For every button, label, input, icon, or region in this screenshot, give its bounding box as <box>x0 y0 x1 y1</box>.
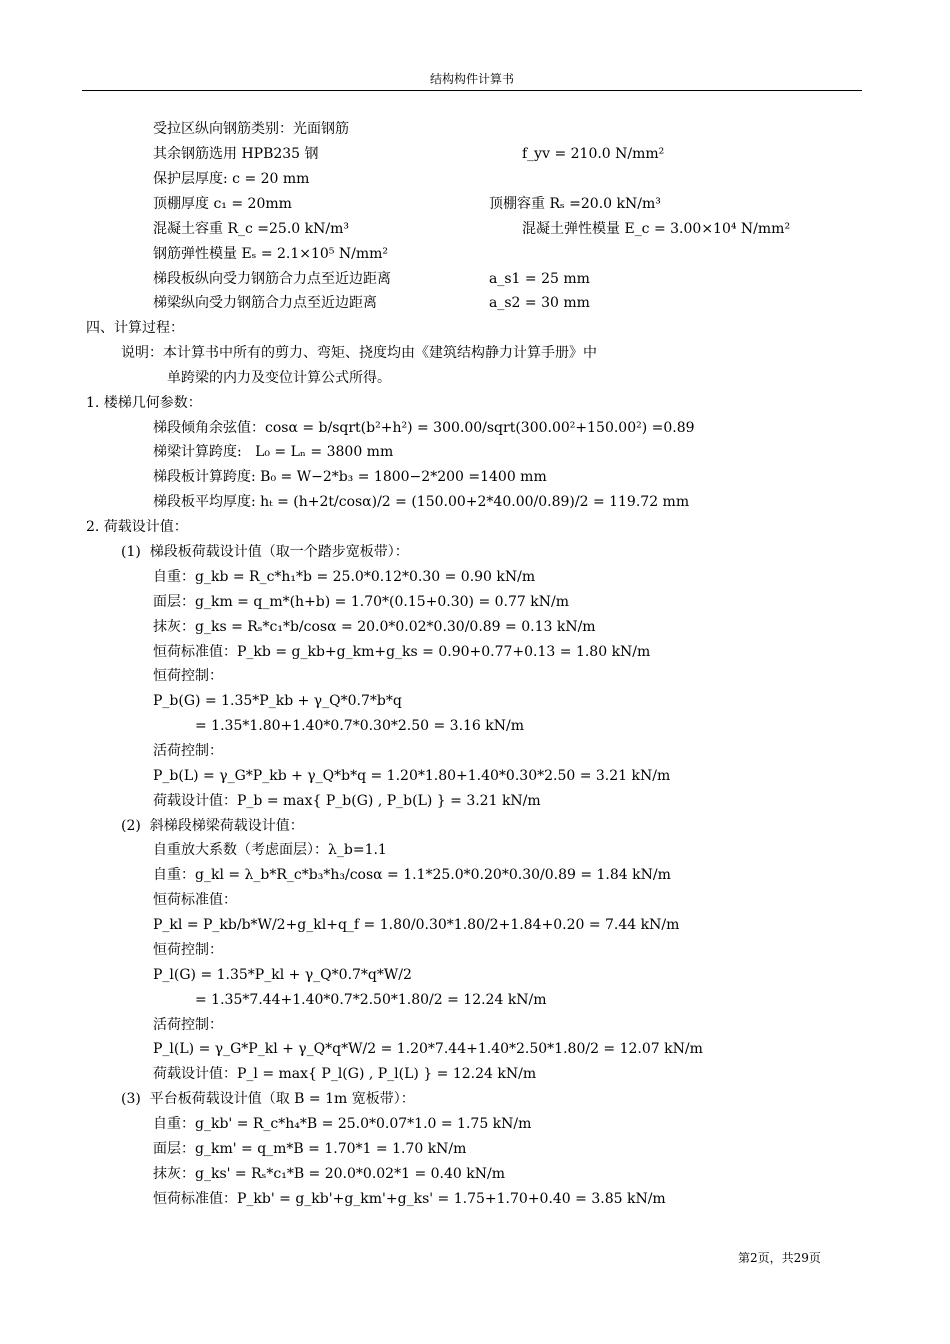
text-line: 受拉区纵向钢筋类别：光面钢筋 <box>153 121 349 137</box>
text-line: P_b(L) = γ_G*P_kb + γ_Q*b*q = 1.20*1.80+1.40*0.30*2.50 = 3.21 kN/m <box>153 768 671 784</box>
text-line: 顶棚厚度 c₁ = 20mm <box>153 196 292 212</box>
text-line: 梯梁纵向受力钢筋合力点至近边距离 <box>153 295 377 311</box>
section-heading: 1. 楼梯几何参数： <box>86 395 202 411</box>
text-line: 梯段板纵向受力钢筋合力点至近边距离 <box>153 271 391 287</box>
text-line: 面层：g_km = q_m*(h+b) = 1.70*(0.15+0.30) = 0.77 kN/m <box>153 594 570 610</box>
text-line: P_kl = P_kb/b*W/2+g_kl+q_f = 1.80/0.30*1.80/2+1.84+0.20 = 7.44 kN/m <box>153 917 680 933</box>
text-line: a_s1 = 25 mm <box>489 271 590 287</box>
text-line: 自重：g_kb' = R_c*h₄*B = 25.0*0.07*1.0 = 1.75 kN/m <box>153 1116 532 1132</box>
text-line: 自重：g_kb = R_c*h₁*b = 25.0*0.12*0.30 = 0.90 kN/m <box>153 569 536 585</box>
section-heading: 四、计算过程： <box>86 320 184 336</box>
text-line: 恒荷标准值：P_kb' = g_kb'+g_km'+g_ks' = 1.75+1.70+0.40 = 3.85 kN/m <box>153 1191 666 1207</box>
text-line: 梯段板计算跨度: B₀ = W−2*b₃ = 1800−2*200 =1400 mm <box>153 469 547 485</box>
text-line: 恒荷控制： <box>153 668 223 684</box>
text-line: = 1.35*7.44+1.40*0.7*2.50*1.80/2 = 12.24 kN/m <box>195 992 547 1008</box>
subsection-heading: (3) 平台板荷载设计值（取 B = 1m 宽板带）： <box>121 1091 415 1107</box>
text-line: 说明：本计算书中所有的剪力、弯矩、挠度均由《建筑结构静力计算手册》中 <box>121 345 597 361</box>
page-header <box>82 70 862 91</box>
subsection-heading: (2) 斜梯段梯梁荷载设计值： <box>121 818 304 834</box>
text-line: 恒荷控制： <box>153 942 223 958</box>
text-line: 荷载设计值：P_b = max{ P_b(G) , P_b(L) } = 3.21 kN/m <box>153 793 541 809</box>
text-line: 混凝土容重 R_c =25.0 kN/m³ <box>153 221 349 237</box>
subsection-heading: (1) 梯段板荷载设计值（取一个踏步宽板带）： <box>121 544 409 560</box>
page-footer: 第2页，共29页 <box>738 1251 821 1265</box>
text-line: 梯梁计算跨度: L₀ = Lₙ = 3800 mm <box>153 444 394 460</box>
text-line: 顶棚容重 Rₛ =20.0 kN/m³ <box>489 196 661 212</box>
text-line: 荷载设计值：P_l = max{ P_l(G) , P_l(L) } = 12.24 kN/m <box>153 1066 537 1082</box>
text-line: 混凝土弹性模量 E_c = 3.00×10⁴ N/mm² <box>522 221 791 237</box>
text-line: f_yv = 210.0 N/mm² <box>522 146 665 162</box>
text-line: 钢筋弹性模量 Eₛ = 2.1×10⁵ N/mm² <box>153 246 389 262</box>
text-line: 活荷控制： <box>153 1017 223 1033</box>
text-line: 抹灰：g_ks = Rₛ*c₁*b/cosα = 20.0*0.02*0.30/0.89 = 0.13 kN/m <box>153 619 596 635</box>
text-line: 单跨梁的内力及变位计算公式所得。 <box>167 370 391 386</box>
text-line: P_l(G) = 1.35*P_kl + γ_Q*0.7*q*W/2 <box>153 967 412 983</box>
text-line: a_s2 = 30 mm <box>489 295 590 311</box>
text-line: 活荷控制： <box>153 743 223 759</box>
text-line: 面层：g_km' = q_m*B = 1.70*1 = 1.70 kN/m <box>153 1141 467 1157</box>
text-line: = 1.35*1.80+1.40*0.7*0.30*2.50 = 3.16 kN/m <box>195 718 525 734</box>
text-line: 梯段倾角余弦值：cosα = b/sqrt(b²+h²) = 300.00/sqrt(300.00²+150.00²) =0.89 <box>153 420 695 436</box>
text-line: 抹灰：g_ks' = Rₛ*c₁*B = 20.0*0.02*1 = 0.40 kN/m <box>153 1166 505 1182</box>
text-line: 梯段板平均厚度: hₜ = (h+2t/cosα)/2 = (150.00+2*40.00/0.89)/2 = 119.72 mm <box>153 494 690 510</box>
text-line: 保护层厚度: c = 20 mm <box>153 171 310 187</box>
text-line: 恒荷标准值：P_kb = g_kb+g_km+g_ks = 0.90+0.77+0.13 = 1.80 kN/m <box>153 644 651 660</box>
section-heading: 2. 荷载设计值： <box>86 519 188 535</box>
text-line: 其余钢筋选用 HPB235 钢 <box>153 146 319 162</box>
text-line: P_l(L) = γ_G*P_kl + γ_Q*q*W/2 = 1.20*7.44+1.40*2.50*1.80/2 = 12.07 kN/m <box>153 1041 703 1057</box>
text-line: P_b(G) = 1.35*P_kb + γ_Q*0.7*b*q <box>153 693 402 709</box>
text-line: 恒荷标准值： <box>153 892 237 908</box>
text-line: 自重：g_kl = λ_b*R_c*b₃*h₃/cosα = 1.1*25.0*0.20*0.30/0.89 = 1.84 kN/m <box>153 867 671 883</box>
header-title: 结构构件计算书 <box>429 72 514 86</box>
text-line: 自重放大系数（考虑面层）：λ_b=1.1 <box>153 842 387 858</box>
